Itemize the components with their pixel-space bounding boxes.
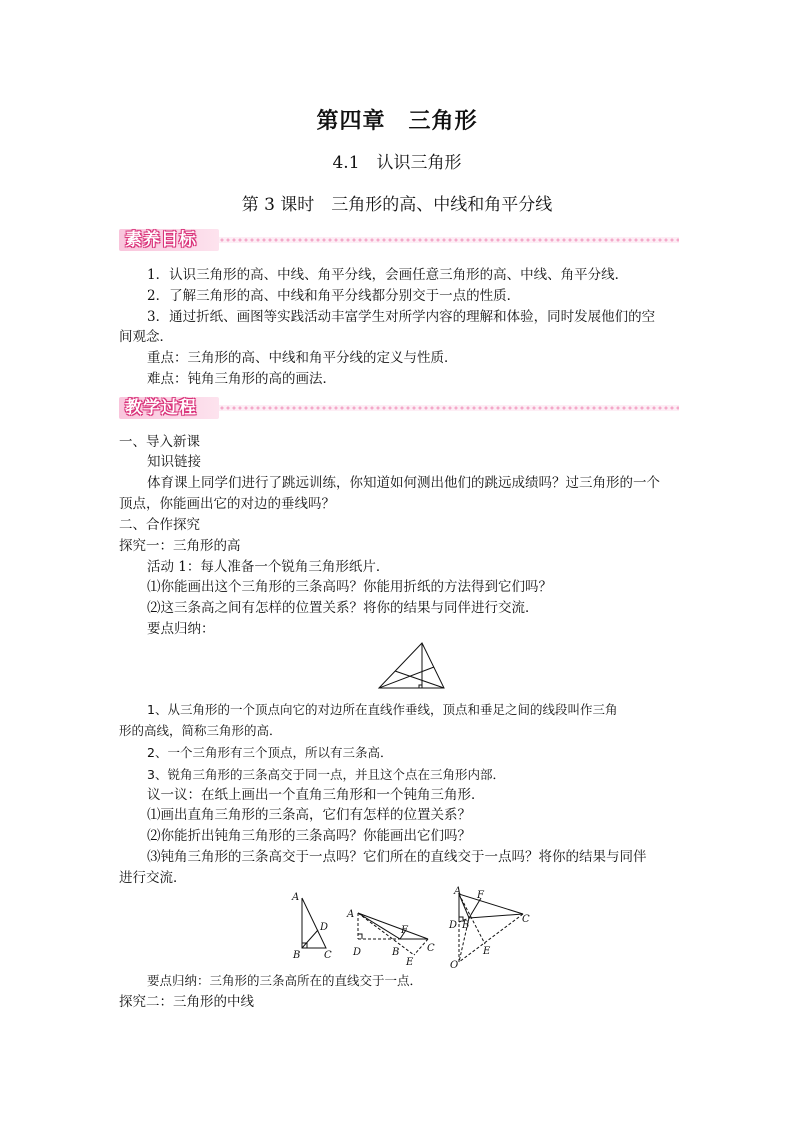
discussion-q3-cont: 进行交流．: [119, 870, 187, 886]
section-title: 4.1 认识三角形: [332, 153, 462, 173]
question-1: ⑴你能画出这个三角形的三条高吗？你能用折纸的方法得到它们吗？: [147, 579, 552, 595]
part2-title: 二、合作探究: [119, 517, 200, 533]
intro-text: 体育课上同学们进行了跳远训练，你知道如何测出他们的跳远成绩吗？过三角形的一个: [147, 475, 660, 491]
explore1-title: 探究一：三角形的高: [119, 538, 241, 554]
label-d: D: [449, 920, 458, 931]
label-d: D: [353, 947, 362, 958]
label-c: C: [324, 950, 332, 960]
label-b: B: [293, 950, 301, 960]
summary-label: 要点归纳：: [147, 621, 215, 637]
goal-item-1: 1．认识三角形的高、中线、角平分线，会画任意三角形的高、中线、角平分线．: [147, 267, 629, 283]
intro-text-cont: 顶点，你能画出它的对边的垂线吗？: [119, 496, 335, 512]
right-triangle-figure: [286, 888, 338, 960]
discussion-q3: ⑶钝角三角形的三条高交于一点吗？它们所在的直线交于一点吗？将你的结果与同伴: [147, 849, 647, 865]
label-c: C: [522, 914, 530, 925]
difficulty-point: 难点：钝角三角形的高的画法．: [147, 371, 336, 387]
lesson-title: 第 3 课时 三角形的高、中线和角平分线: [241, 195, 553, 215]
label-o: O: [450, 960, 459, 970]
goal-item-3: 3．通过折纸、画图等实践活动丰富学生对所学内容的理解和体验，同时发展他们的空: [147, 309, 656, 325]
obtuse-triangle-figure: [344, 903, 440, 967]
altitude-definition: 1、从三角形的一个顶点向它的对边所在直线作垂线，顶点和垂足之间的线段叫作三角: [147, 702, 618, 717]
question-2: ⑵这三条高之间有怎样的位置关系？将你的结果与同伴进行交流．: [147, 600, 539, 616]
discussion-q2: ⑵你能折出钝角三角形的三条高吗？你能画出它们吗？: [147, 828, 471, 844]
point-three-altitudes: 2、一个三角形有三个顶点，所以有三条高．: [147, 745, 393, 760]
summary-altitude-lines: 要点归纳：三角形的三条高所在的直线交于一点．: [147, 973, 423, 988]
label-d: D: [320, 922, 329, 933]
key-point: 重点：三角形的高、中线和角平分线的定义与性质．: [147, 350, 458, 366]
activity1: 活动 1：每人准备一个锐角三角形纸片．: [147, 559, 390, 575]
acute-triangle-figure: [376, 640, 448, 692]
goals-banner-label: 素养目标: [119, 229, 219, 251]
discussion-q1: ⑴画出直角三角形的三条高，它们有怎样的位置关系？: [147, 807, 471, 823]
knowledge-link: 知识链接: [147, 454, 201, 470]
process-banner: [119, 397, 679, 419]
goal-item-3-cont: 间观念．: [119, 329, 173, 345]
point-acute-intersection: 3、锐角三角形的三条高交于同一点，并且这个点在三角形内部．: [147, 767, 505, 782]
label-f: F: [401, 925, 408, 936]
chapter-title: 第四章 三角形: [316, 108, 478, 134]
altitude-definition-cont: 形的高线，简称三角形的高．: [119, 723, 282, 738]
banner-dots: [219, 237, 679, 243]
explore2-title: 探究二：三角形的中线: [119, 994, 254, 1010]
goal-item-2: 2．了解三角形的高、中线和角平分线都分别交于一点的性质．: [147, 288, 521, 304]
label-a: A: [454, 886, 462, 897]
discussion: 议一议：在纸上画出一个直角三角形和一个钝角三角形．: [147, 787, 485, 803]
banner-dots: [219, 405, 679, 411]
label-e: E: [483, 946, 491, 957]
label-b: B: [462, 920, 470, 931]
label-c: C: [427, 943, 435, 954]
label-b: B: [392, 947, 400, 958]
process-banner-label: 教学过程: [119, 397, 219, 419]
label-e: E: [406, 957, 414, 967]
label-f: F: [477, 890, 484, 901]
label-a: A: [347, 909, 355, 920]
orthocenter-figure: [447, 884, 535, 970]
part1-title: 一、导入新课: [119, 434, 200, 450]
goals-banner: [119, 229, 679, 251]
label-a: A: [292, 892, 300, 903]
